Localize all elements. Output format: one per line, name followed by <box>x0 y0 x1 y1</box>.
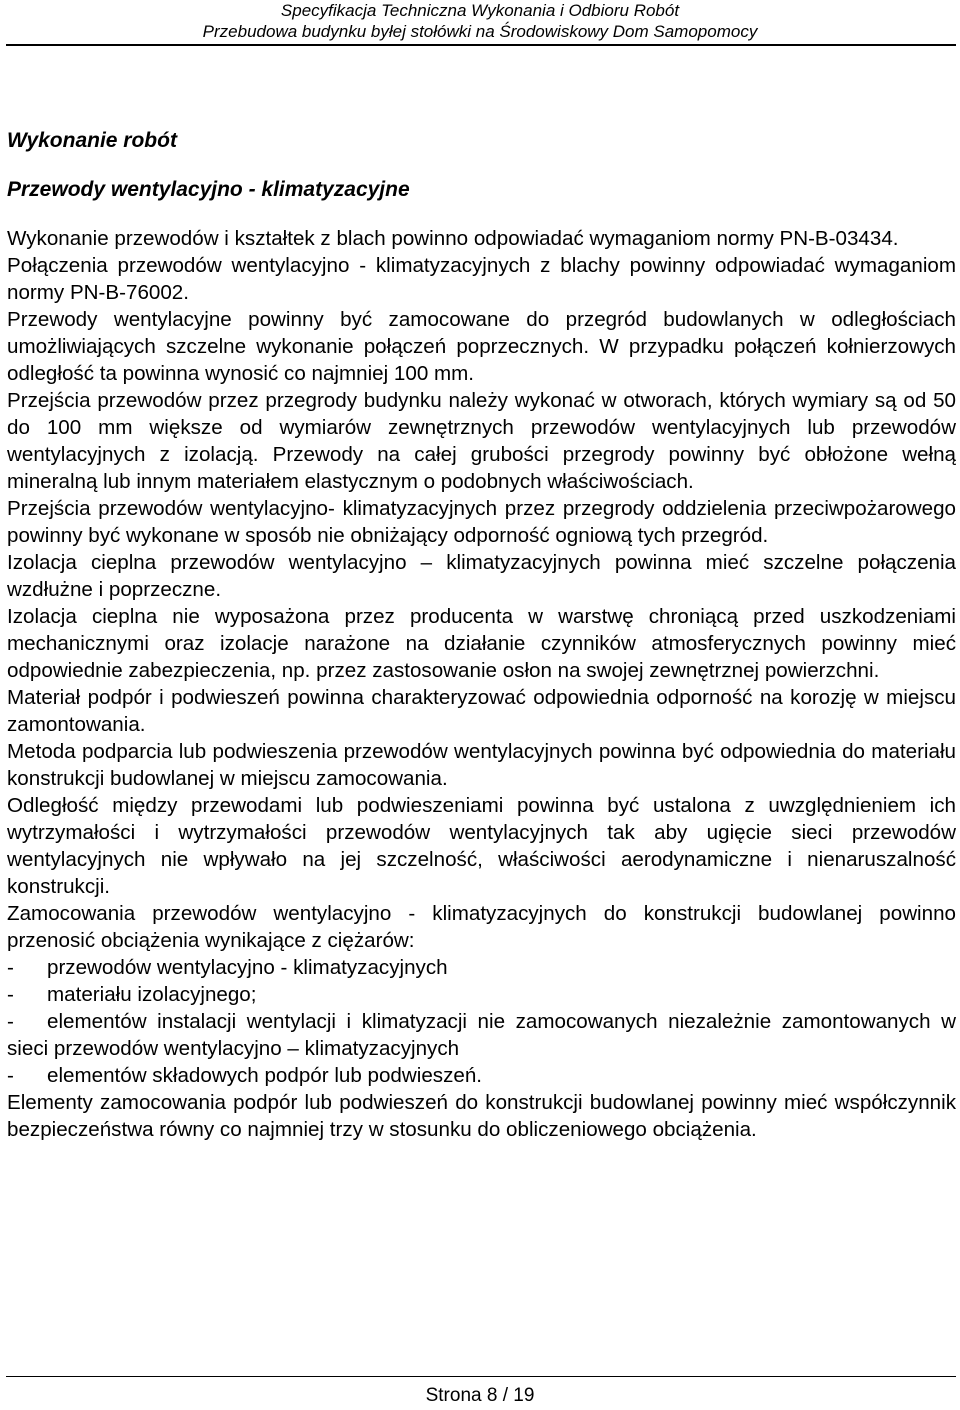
list-item-text: elementów instalacji wentylacji i klimatyzacji nie zamocowanych niezależnie zamontowanych w sieci przewodów wentylacyjno – klimatyzacyjnych <box>7 1010 956 1060</box>
list-item <box>7 981 956 1008</box>
closing-paragraph: Elementy zamocowania podpór lub podwieszeń do konstrukcji budowlanej powinny mieć współczynnik bezpieczeństwa równy co najmniej trzy w stosunku do obliczeniowego obciążenia. <box>7 1091 956 1141</box>
paragraph: Przewody wentylacyjne powinny być zamocowane do przegród budowlanych w odległościach umożliwiających szczelne wykonanie połączeń poprzecznych. W przypadku połączeń kołnierzowych odległość ta powinna wynosić co najmniej 100 mm. <box>7 308 956 385</box>
section-subtitle: Przewody wentylacyjno - klimatyzacyjne <box>7 178 410 201</box>
section-title: Wykonanie robót <box>7 129 177 152</box>
list-dash: - <box>7 1064 14 1087</box>
list-dash: - <box>7 1010 14 1033</box>
list-item-text: przewodów wentylacyjno - klimatyzacyjnych <box>47 956 448 979</box>
header-divider <box>6 44 956 46</box>
paragraph: Przejścia przewodów przez przegrody budynku należy wykonać w otworach, których wymiary są od 50 do 100 mm większe od wymiarów zewnętrznych przewodów wentylacyjnych lub przewodów wentylacyjnych z izolacją. Przewody na całej grubości przegrody powinny być obłożone wełną mineralną lub innym materiałem elastycznym o podobnych właściwościach. <box>7 389 956 493</box>
footer-divider <box>6 1376 956 1377</box>
list-dash: - <box>7 983 14 1006</box>
list-item <box>7 954 956 981</box>
list-dash: - <box>7 956 14 979</box>
document-body <box>7 127 956 1143</box>
page-number: Strona 8 / 19 <box>425 1385 535 1406</box>
header-document-title: Specyfikacja Techniczna Wykonania i Odbioru Robót <box>280 1 680 20</box>
paragraph: Izolacja cieplna przewodów wentylacyjno – klimatyzacyjnych powinna mieć szczelne połączenia wzdłużne i poprzeczne. <box>7 551 956 601</box>
list-item-text: elementów składowych podpór lub podwieszeń. <box>47 1064 483 1087</box>
paragraph: Odległość między przewodami lub podwieszeniami powinna być ustalona z uwzględnieniem ich wytrzymałości i wytrzymałości przewodów wentylacyjnych tak aby ugięcie sieci przewodów wentylacyjnych nie wpływało na jej szczelność, właściwości aerodynamiczne i nienaruszalność konstrukcji. <box>7 794 956 898</box>
list-item <box>7 1008 956 1062</box>
paragraph: Izolacja cieplna nie wyposażona przez producenta w warstwę chroniącą przed uszkodzeniami mechanicznymi oraz izolacje narażone na działanie czynników atmosferycznych powinny mieć odpowiednie zabezpieczenia, np. przez zastosowanie osłon na swojej zewnętrznej powierzchni. <box>7 605 956 682</box>
paragraph: Metoda podparcia lub podwieszenia przewodów wentylacyjnych powinna być odpowiednia do materiału konstrukcji budowlanej w miejscu zamocowania. <box>7 740 956 790</box>
paragraph: Wykonanie przewodów i kształtek z blach powinno odpowiadać wymaganiom normy PN-B-03434. <box>7 227 899 250</box>
list-item-text: materiału izolacyjnego; <box>47 983 257 1006</box>
paragraph: Połączenia przewodów wentylacyjno - klimatyzacyjnych z blachy powinny odpowiadać wymaganiom normy PN-B-76002. <box>7 254 956 304</box>
paragraph: Zamocowania przewodów wentylacyjno - klimatyzacyjnych do konstrukcji budowlanej powinno przenosić obciążenia wynikające z ciężarów: <box>7 902 956 952</box>
page-header <box>0 0 960 42</box>
paragraph: Materiał podpór i podwieszeń powinna charakteryzować odpowiednia odporność na korozję w miejscu zamontowania. <box>7 686 956 736</box>
header-project-title: Przebudowa budynku byłej stołówki na Środowiskowy Dom Samopomocy <box>202 22 758 41</box>
paragraph: Przejścia przewodów wentylacyjno- klimatyzacyjnych przez przegrody oddzielenia przeciwpożarowego powinny być wykonane w sposób nie obniżający odporność ogniową tych przegród. <box>7 497 956 547</box>
list-item <box>7 1062 956 1089</box>
